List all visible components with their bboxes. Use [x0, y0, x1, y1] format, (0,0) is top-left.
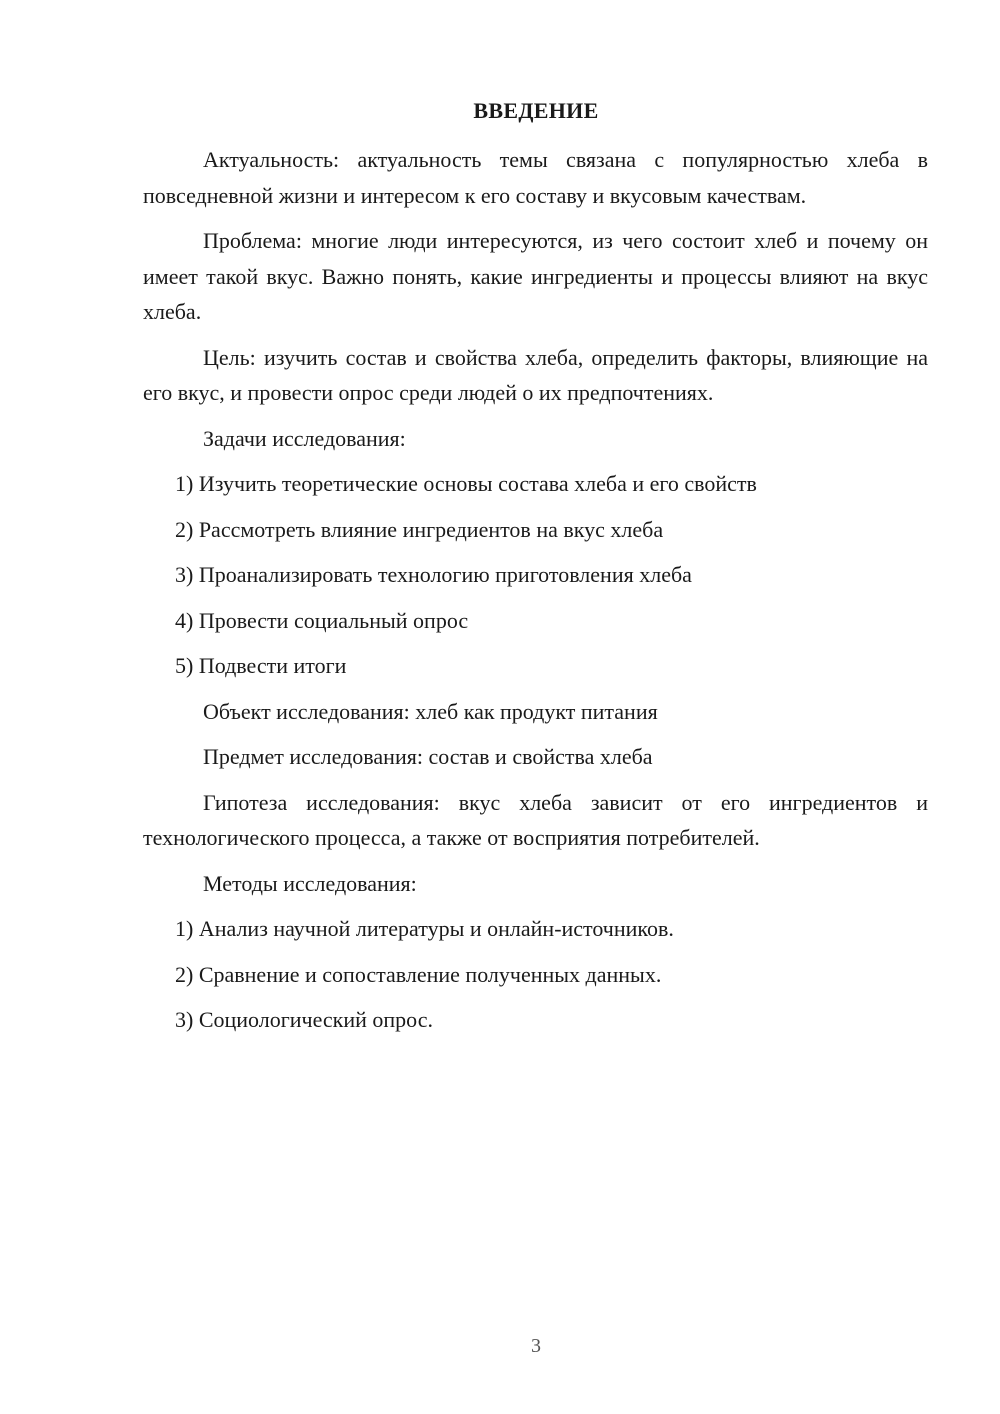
object-line: Объект исследования: хлеб как продукт питания: [203, 698, 658, 724]
page-title: ВВЕДЕНИЕ: [473, 98, 599, 123]
page-number: 3: [531, 1335, 541, 1357]
task-item: 5) Подвести итоги: [175, 653, 347, 678]
tasks-list: [143, 466, 928, 684]
method-item: 3) Социологический опрос.: [175, 1007, 433, 1032]
methods-list: [143, 911, 928, 1038]
task-item: 2) Рассмотреть влияние ингредиентов на вкус хлеба: [175, 516, 664, 542]
task-item: 4) Провести социальный опрос: [175, 607, 469, 633]
method-item: 1) Анализ научной литературы и онлайн-источников.: [175, 916, 674, 941]
methods-label: Методы исследования:: [203, 870, 417, 896]
method-item: 2) Сравнение и сопоставление полученных данных.: [175, 961, 662, 987]
goal-paragraph: Цель: изучить состав и свойства хлеба, определить факторы, влияющие на его вкус, и провести опрос среди людей о их предпочтениях.: [143, 344, 928, 405]
relevance-paragraph: Актуальность: актуальность темы связана с популярностью хлеба в повседневной жизни и интересом к его составу и вкусовым качествам.: [143, 147, 928, 208]
subject-line: Предмет исследования: состав и свойства хлеба: [203, 744, 653, 769]
tasks-label: Задачи исследования:: [203, 425, 406, 451]
document-body: [143, 142, 928, 1048]
task-item: 3) Проанализировать технологию приготовления хлеба: [175, 562, 692, 587]
hypothesis-paragraph: Гипотеза исследования: вкус хлеба зависит от его ингредиентов и технологического процесса, а также от восприятия потребителей.: [143, 789, 928, 850]
task-item: 1) Изучить теоретические основы состава хлеба и его свойств: [175, 471, 757, 496]
problem-paragraph: Проблема: многие люди интересуются, из чего состоит хлеб и почему он имеет такой вкус. Важно понять, какие ингредиенты и процессы влияют на вкус хлеба.: [143, 228, 928, 324]
